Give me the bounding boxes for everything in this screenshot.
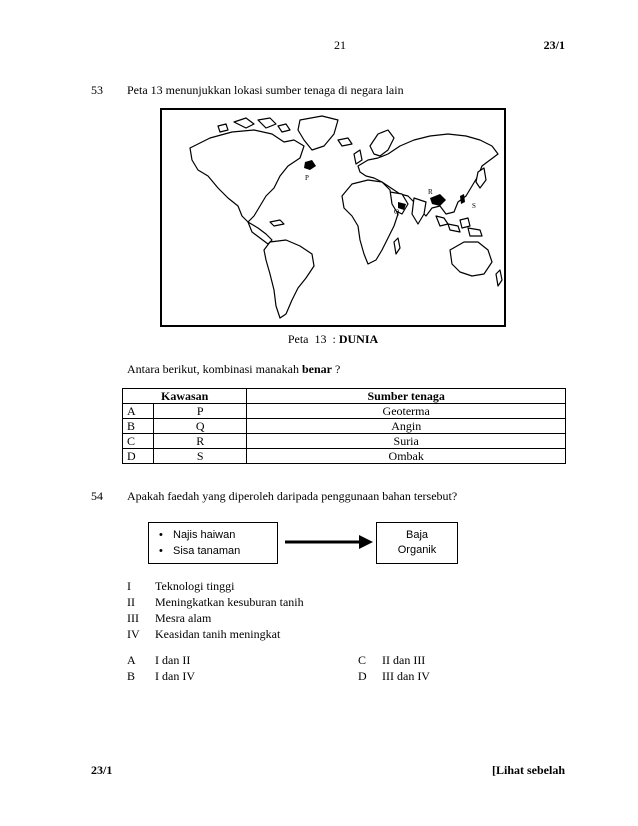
map-label-p: P (305, 174, 309, 182)
statement-roman: I (127, 579, 131, 593)
statement-text: Teknologi tinggi (155, 579, 235, 593)
question-53-text: Peta 13 menunjukkan lokasi sumber tenaga di negara lain (127, 83, 404, 97)
map-caption (160, 332, 506, 346)
option-letter: C (358, 653, 367, 667)
row-letter: C (123, 434, 154, 449)
row-sumber: Suria (247, 434, 566, 449)
paper-code-bottom: 23/1 (91, 763, 113, 777)
product-box (376, 522, 458, 564)
table-row (123, 404, 566, 419)
row-sumber: Geoterma (247, 404, 566, 419)
question-54-text: Apakah faedah yang diperoleh daripada penggunaan bahan tersebut? (127, 489, 458, 503)
option-letter: D (358, 669, 367, 683)
row-letter: B (123, 419, 154, 434)
question-54-number: 54 (91, 489, 103, 503)
material-item: Sisa tanaman (173, 545, 241, 557)
map-label-r: R (428, 188, 433, 196)
table-row (123, 434, 566, 449)
input-materials-box (148, 522, 278, 564)
prompt-suffix: ? (331, 362, 341, 376)
list-item (149, 543, 277, 559)
statement-roman: III (127, 611, 139, 625)
statement-text: Mesra alam (155, 611, 212, 625)
question-53-prompt (127, 362, 340, 376)
option-text: I dan II (155, 653, 191, 667)
material-item: Najis haiwan (173, 529, 236, 541)
list-item (149, 527, 277, 543)
statement-roman: II (127, 595, 135, 609)
page-number: 21 (334, 38, 346, 52)
map-caption-bold: DUNIA (338, 332, 379, 346)
option-text: I dan IV (155, 669, 195, 683)
next-page-note: [Lihat sebelah (491, 763, 565, 777)
prompt-prefix: Antara berikut, kombinasi manakah (127, 362, 302, 376)
map-caption-prefix: Peta 13 : (287, 332, 339, 346)
product-line: Organik (397, 544, 437, 556)
region-p-mark (304, 160, 316, 170)
world-map-drawing (162, 110, 504, 325)
row-kawasan: S (154, 449, 247, 464)
row-letter: A (123, 404, 154, 419)
bullet-icon: • (159, 529, 163, 541)
row-sumber: Angin (247, 419, 566, 434)
option-text: II dan III (382, 653, 426, 667)
statement-roman: IV (127, 627, 140, 641)
header-sumber: Sumber tenaga (247, 389, 566, 404)
paper-code-top: 23/1 (543, 38, 565, 52)
row-sumber: Ombak (247, 449, 566, 464)
option-text: III dan IV (382, 669, 430, 683)
statement-text: Meningkatkan kesuburan tanih (155, 595, 304, 609)
header-kawasan: Kawasan (123, 389, 247, 404)
row-kawasan: R (154, 434, 247, 449)
option-letter: A (127, 653, 136, 667)
row-kawasan: Q (154, 419, 247, 434)
prompt-bold: benar (301, 362, 332, 376)
product-line: Baja (405, 529, 429, 541)
table-row (123, 449, 566, 464)
map-label-q: Q (394, 208, 400, 216)
bullet-icon: • (159, 545, 163, 557)
statement-text: Keasidan tanih meningkat (155, 627, 281, 641)
row-kawasan: P (154, 404, 247, 419)
question-53-number: 53 (91, 83, 103, 97)
option-letter: B (127, 669, 136, 683)
map-label-s: S (472, 202, 476, 210)
world-map (160, 108, 506, 327)
row-letter: D (123, 449, 154, 464)
table-header-row (123, 389, 566, 404)
table-row (123, 419, 566, 434)
arrow-right-icon (285, 533, 373, 551)
answer-table (122, 388, 566, 464)
